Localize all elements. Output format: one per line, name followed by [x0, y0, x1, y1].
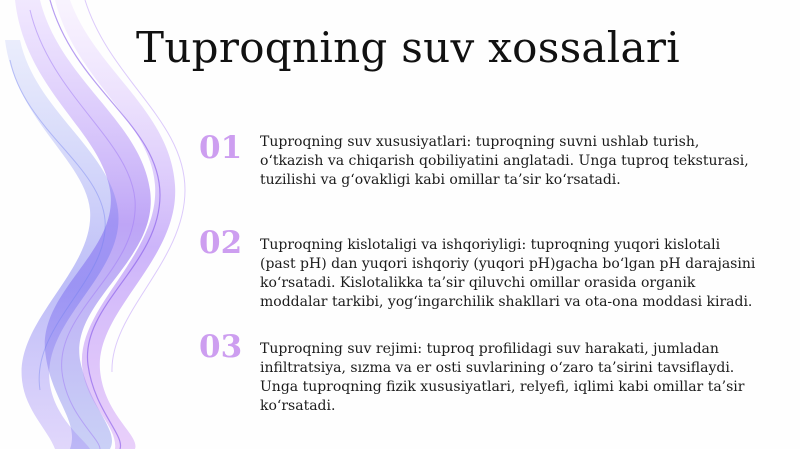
item-number-01: 01: [199, 130, 243, 166]
item-text-03: Tuproqning suv rejimi: tuproq profilidagi suv harakati, jumladan infiltratsiya, sızma va er osti suvlarining o‘zaro ta’sirini tavsiflaydi. Unga tuproqning fizik xususiyatlari, relyefi, iqlimi kabi omillar ta’sir ko‘rsatadi.: [260, 341, 745, 414]
slide-title: Tuproqning suv xossalari: [136, 23, 680, 72]
item-text-01: Tuproqning suv xususiyatlari: tuproqning suvni ushlab turish, o‘tkazish va chiqarish qobiliyatini anglatadi. Unga tuproq teksturasi, tuzilishi va g‘ovakligi kabi omillar ta’sir ko‘rsatadi.: [260, 134, 749, 188]
item-number-03: 03: [199, 329, 243, 365]
item-text-02: Tuproqning kislotaligi va ishqoriyligi: tuproqning yuqori kislotali (past pH) dan yuqori ishqoriy (yuqori pH)gacha bo‘lgan pH darajasini ko‘rsatadi. Kislotalikka ta’sir qiluvchi omillar orasida organik moddalar tarkibi, yog‘ingarchilik shakllari va ota-ona moddasi kiradi.: [260, 237, 756, 310]
item-number-02: 02: [199, 225, 243, 261]
